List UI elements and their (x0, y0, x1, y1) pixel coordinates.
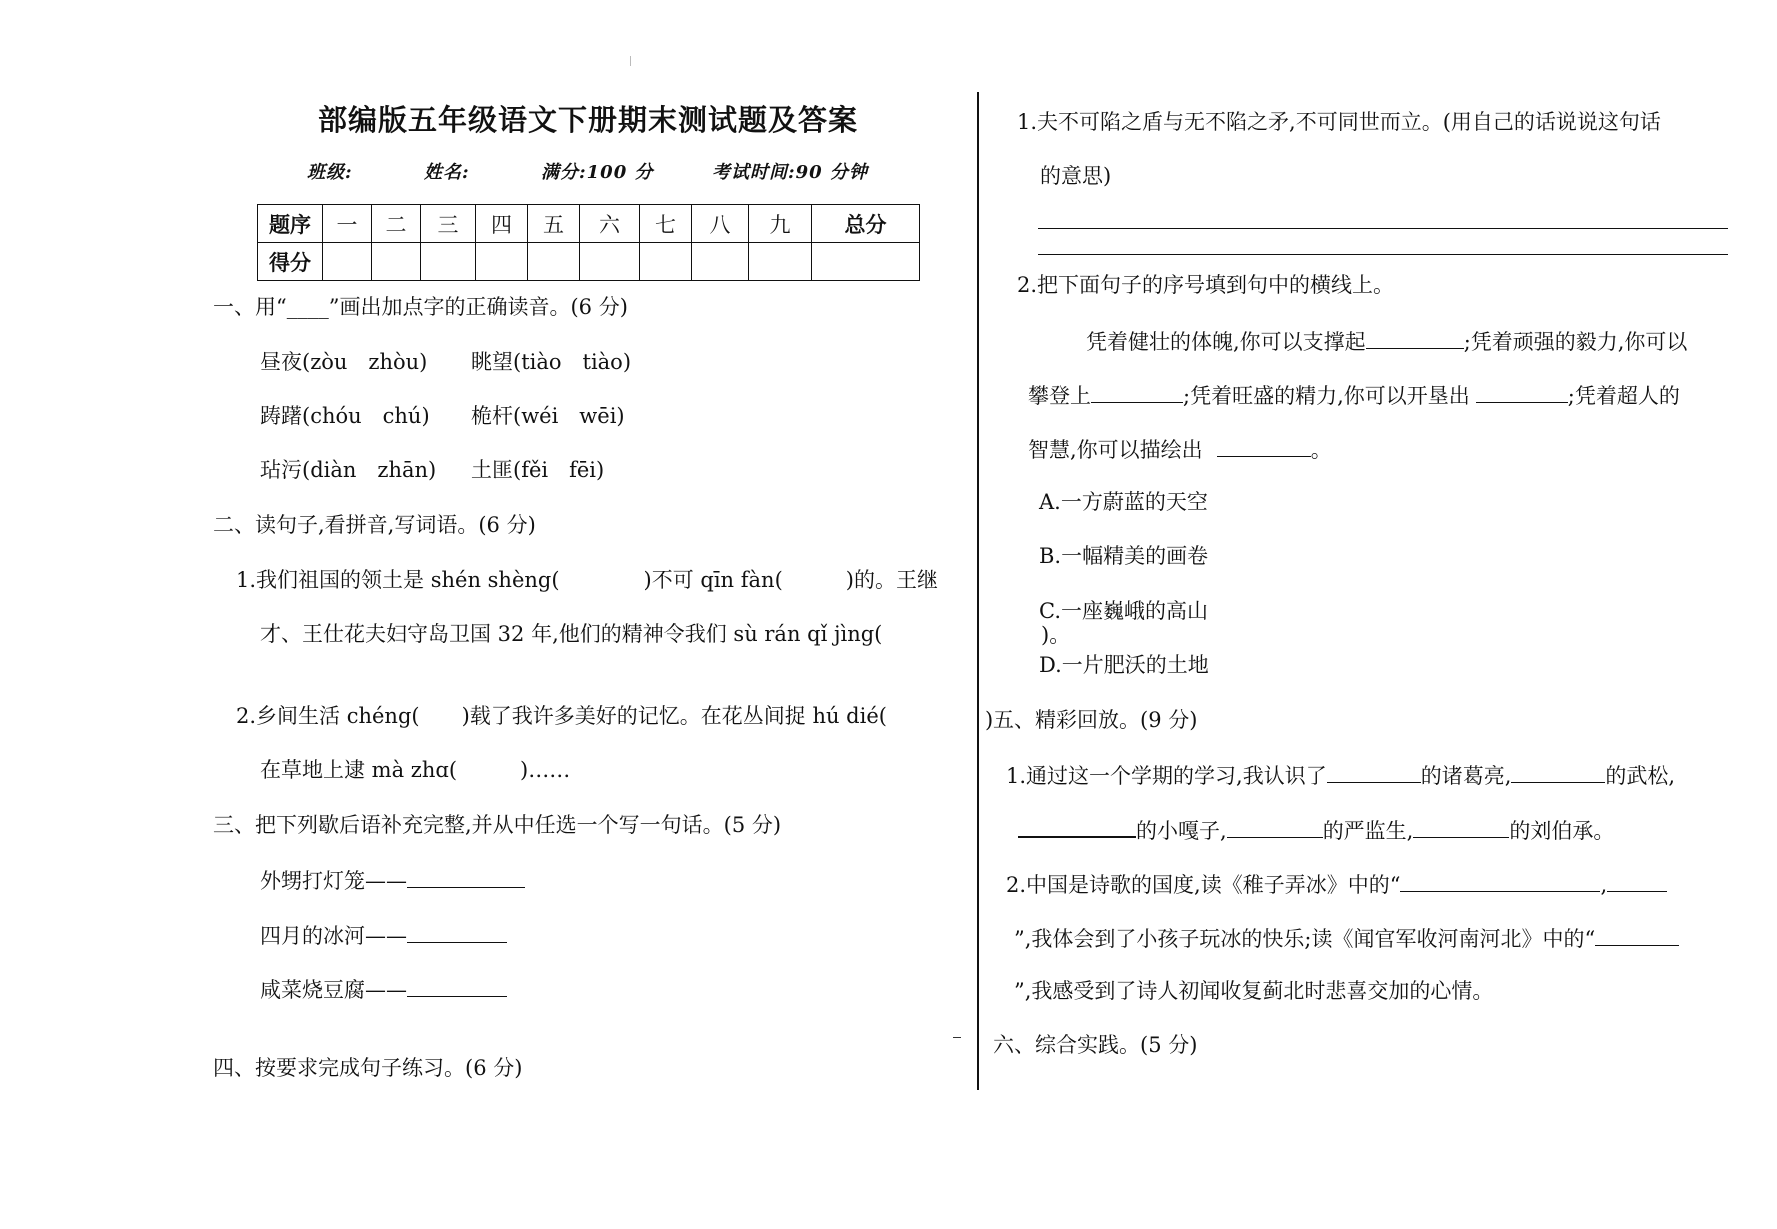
table-cell: 一 (323, 205, 372, 243)
s5-q1-line2 (1018, 818, 1614, 842)
table-cell: 六 (580, 205, 640, 243)
score-cell[interactable] (372, 243, 421, 281)
section-4-title: 四、按要求完成句子练习。(6 分) (213, 1056, 523, 1080)
answer-blank[interactable] (407, 869, 525, 888)
s5-q2-line2 (1014, 927, 1679, 950)
table-cell: 五 (528, 205, 580, 243)
column-divider (977, 92, 979, 1090)
class-label: 班级: (307, 162, 353, 183)
section-2-q1-line2: 才、王仕花夫妇守岛卫国 32 年,他们的精神令我们 sù rán qǐ jìng( (260, 622, 883, 646)
table-cell: 四 (476, 205, 528, 243)
answer-blank[interactable] (1413, 819, 1509, 838)
score-cell[interactable] (812, 243, 920, 281)
score-cell[interactable] (323, 243, 372, 281)
scan-mark (630, 56, 631, 66)
text-fragment: 智慧,你可以描绘出 (1028, 438, 1203, 462)
text-fragment: 1.通过这一个学期的学习,我认识了 (1006, 764, 1327, 788)
option-c: C.一座巍峨的高山 (1039, 599, 1208, 623)
answer-blank[interactable] (1366, 330, 1464, 349)
table-cell: 九 (749, 205, 812, 243)
answer-blank[interactable] (1595, 927, 1679, 946)
table-cell: 二 (372, 205, 421, 243)
section-2-q1-line1: 1.我们祖国的领土是 shén shèng( )不可 qīn fàn( )的。王继 (236, 568, 938, 592)
section-2-q2-line2: 在草地上逮 mà zhɑ( )…… (260, 758, 571, 782)
right-q2-title: 2.把下面句子的序号填到句中的横线上。 (1017, 273, 1395, 297)
answer-blank[interactable] (1476, 384, 1568, 403)
text-fragment: , (1600, 873, 1608, 897)
text-fragment: 2.中国是诗歌的国度,读《稚子弄冰》中的“ (1006, 873, 1401, 897)
right-q1-line1: 1.夫不可陷之盾与无不陷之矛,不可同世而立。(用自己的话说说这句话 (1017, 110, 1661, 134)
right-q2-para1 (1086, 330, 1687, 353)
pinyin-item: 昼夜(zòu zhòu) (260, 350, 428, 374)
section-3-title: 三、把下列歇后语补充完整,并从中任选一个写一句话。(5 分) (213, 813, 782, 837)
section-1-title: 一、用“____”画出加点字的正确读音。(6 分) (213, 295, 628, 319)
section-2-title: 二、读句子,看拼音,写词语。(6 分) (213, 513, 536, 537)
score-table-header-row (258, 205, 920, 243)
answer-line[interactable] (1038, 228, 1728, 229)
pinyin-item: 桅杆(wéi wēi) (471, 404, 625, 428)
score-cell[interactable] (692, 243, 749, 281)
score-table (257, 204, 920, 281)
score-cell[interactable] (421, 243, 476, 281)
page-title: 部编版五年级语文下册期末测试题及答案 (318, 103, 859, 137)
stray-paren: ) (985, 708, 994, 732)
score-cell[interactable] (640, 243, 692, 281)
answer-blank[interactable] (1400, 873, 1600, 892)
answer-blank[interactable] (1217, 438, 1311, 457)
s5-q1-line1 (1006, 764, 1675, 787)
table-cell: 总分 (812, 205, 920, 243)
option-d: D.一片肥沃的土地 (1039, 653, 1209, 677)
answer-blank[interactable] (1511, 764, 1605, 783)
text-fragment: 。 (1310, 438, 1332, 462)
score-cell[interactable] (749, 243, 812, 281)
score-cell[interactable] (580, 243, 640, 281)
option-b: B.一幅精美的画卷 (1039, 544, 1209, 568)
answer-blank[interactable] (407, 924, 507, 943)
section-6-title: 六、综合实践。(5 分) (993, 1033, 1198, 1057)
right-q2-para3 (1028, 438, 1332, 461)
table-cell: 题序 (258, 205, 323, 243)
text-fragment: 攀登上 (1028, 384, 1091, 408)
table-cell: 七 (640, 205, 692, 243)
text-fragment: 的诸葛亮, (1420, 764, 1512, 788)
idiom-item (260, 869, 525, 892)
stray-paren: )。 (1041, 623, 1071, 647)
answer-line[interactable] (1038, 254, 1728, 255)
answer-blank[interactable] (1227, 819, 1323, 838)
full-score: 满分:100 分 (541, 162, 654, 183)
table-cell: 得分 (258, 243, 323, 281)
idiom-text: 四月的冰河—— (260, 924, 407, 948)
text-fragment: ;凭着顽强的毅力,你可以 (1463, 330, 1688, 354)
answer-blank[interactable] (1091, 384, 1183, 403)
section-5-title: 五、精彩回放。(9 分) (993, 708, 1198, 732)
answer-blank[interactable] (1327, 764, 1421, 783)
idiom-text: 咸菜烧豆腐—— (260, 978, 407, 1002)
s5-q2-line3: ”,我感受到了诗人初闻收复蓟北时悲喜交加的心情。 (1014, 979, 1494, 1003)
s5-q2-line1 (1006, 873, 1667, 896)
table-cell: 三 (421, 205, 476, 243)
answer-blank[interactable] (407, 978, 507, 997)
table-cell: 八 (692, 205, 749, 243)
pinyin-item: 踌躇(chóu chú) (260, 404, 430, 428)
exam-time: 考试时间:90 分钟 (712, 162, 868, 183)
text-fragment: 的严监生, (1322, 819, 1414, 843)
score-cell[interactable] (476, 243, 528, 281)
idiom-item (260, 924, 507, 947)
answer-blank[interactable] (1607, 873, 1667, 892)
section-2-q2-line1: 2.乡间生活 chéng( )载了我许多美好的记忆。在花丛间捉 hú dié( (236, 704, 887, 728)
text-fragment: ”,我体会到了小孩子玩冰的快乐;读《闻官军收河南河北》中的“ (1014, 927, 1596, 951)
small-dash (953, 1037, 961, 1038)
right-q2-para2 (1028, 384, 1680, 407)
score-table-score-row (258, 243, 920, 281)
text-fragment: 的小嘎子, (1136, 819, 1227, 843)
answer-blank[interactable] (1018, 818, 1136, 838)
text-fragment: 的武松, (1605, 764, 1676, 788)
text-fragment: 凭着健壮的体魄,你可以支撑起 (1086, 330, 1366, 354)
right-q1-line2: 的意思) (1040, 164, 1112, 188)
pinyin-item: 玷污(diàn zhān) (260, 458, 437, 482)
text-fragment: 的刘伯承。 (1509, 819, 1615, 843)
idiom-text: 外甥打灯笼—— (260, 869, 407, 893)
score-cell[interactable] (528, 243, 580, 281)
pinyin-item: 土匪(fěi fēi) (471, 458, 605, 482)
text-fragment: ;凭着超人的 (1567, 384, 1680, 408)
option-a: A.一方蔚蓝的天空 (1039, 490, 1208, 514)
pinyin-item: 眺望(tiào tiào) (471, 350, 632, 374)
name-label: 姓名: (424, 162, 470, 183)
text-fragment: ;凭着旺盛的精力,你可以开垦出 (1183, 384, 1470, 408)
idiom-item (260, 978, 507, 1001)
